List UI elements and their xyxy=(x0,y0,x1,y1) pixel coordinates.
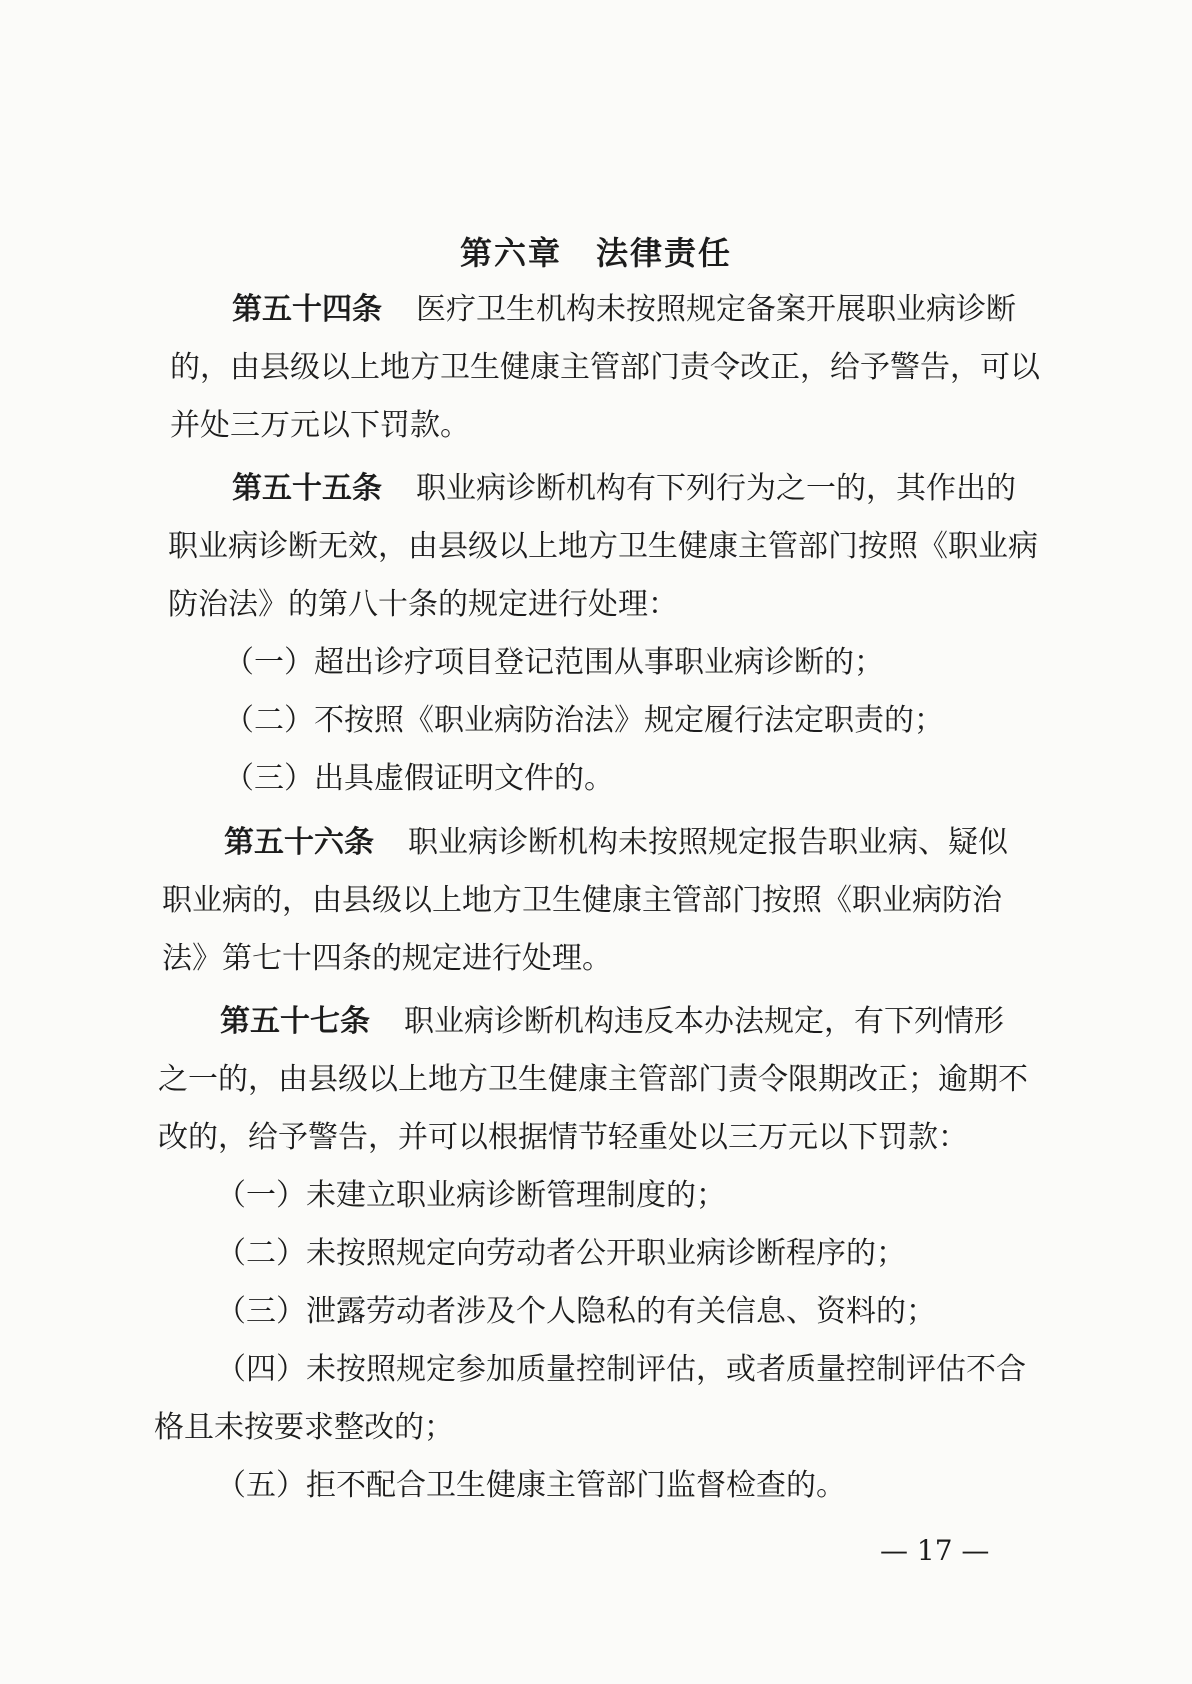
article-57-item-4: （四）未按照规定参加质量控制评估，或者质量控制评估不合 xyxy=(216,1352,1026,1387)
article-55-text: 职业病诊断机构有下列行为之一的，其作出的 xyxy=(416,471,1016,506)
article-56-line: 法》第七十四条的规定进行处理。 xyxy=(162,941,612,976)
article-55-first-line xyxy=(232,463,1016,507)
article-57-first-line xyxy=(220,996,1004,1040)
article-55-label: 第五十五条 xyxy=(232,471,382,506)
article-54-text: 医疗卫生机构未按照规定备案开展职业病诊断 xyxy=(416,292,1016,327)
article-57-item-3: （三）泄露劳动者涉及个人隐私的有关信息、资料的； xyxy=(216,1294,936,1329)
article-56-text: 职业病诊断机构未按照规定报告职业病、疑似 xyxy=(408,825,1008,860)
article-54-line: 的，由县级以上地方卫生健康主管部门责令改正，给予警告，可以 xyxy=(170,350,1040,385)
article-56-first-line xyxy=(224,817,1008,861)
page-number: — 17 — xyxy=(880,1534,990,1567)
article-55-item-3: （三）出具虚假证明文件的。 xyxy=(224,761,614,796)
article-57-text: 职业病诊断机构违反本办法规定，有下列情形 xyxy=(404,1004,1004,1039)
article-55-line: 防治法》的第八十条的规定进行处理： xyxy=(168,587,678,622)
article-56-line: 职业病的，由县级以上地方卫生健康主管部门按照《职业病防治 xyxy=(162,883,1002,918)
article-57-item-5: （五）拒不配合卫生健康主管部门监督检查的。 xyxy=(216,1468,846,1503)
article-55-item-1: （一）超出诊疗项目登记范围从事职业病诊断的； xyxy=(224,645,884,680)
article-57-label: 第五十七条 xyxy=(220,1004,370,1039)
article-54-line: 并处三万元以下罚款。 xyxy=(170,408,470,443)
article-57-line: 之一的，由县级以上地方卫生健康主管部门责令限期改正；逾期不 xyxy=(158,1062,1028,1097)
article-54-first-line xyxy=(232,284,1016,328)
article-55-item-2: （二）不按照《职业病防治法》规定履行法定职责的； xyxy=(224,703,944,738)
article-57-item-4-cont: 格且未按要求整改的； xyxy=(154,1410,454,1445)
article-54-label: 第五十四条 xyxy=(232,292,382,327)
article-55-line: 职业病诊断无效，由县级以上地方卫生健康主管部门按照《职业病 xyxy=(168,529,1038,564)
article-57-line: 改的，给予警告，并可以根据情节轻重处以三万元以下罚款： xyxy=(158,1120,968,1155)
chapter-title: 第六章 法律责任 xyxy=(459,234,732,272)
article-57-item-2: （二）未按照规定向劳动者公开职业病诊断程序的； xyxy=(216,1236,906,1271)
article-57-item-1: （一）未建立职业病诊断管理制度的； xyxy=(216,1178,726,1213)
article-56-label: 第五十六条 xyxy=(224,825,374,860)
